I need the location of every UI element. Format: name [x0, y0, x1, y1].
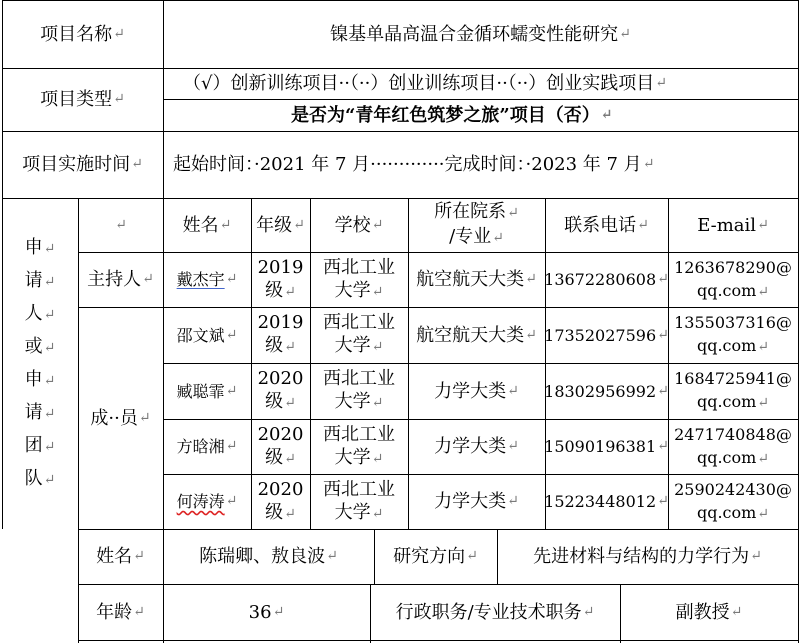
member-school: 西北工业 大学↵: [323, 368, 395, 412]
member-phone: 15090196381 ↵: [544, 437, 669, 456]
paragraph-mark-icon: ↵: [272, 603, 285, 620]
member-department: 力学大类 ↵: [434, 436, 519, 457]
member-school: 西北工业 大学↵: [323, 478, 395, 523]
member-department: 航空航天大类 ↵: [416, 324, 537, 346]
paragraph-mark-icon: ↵: [582, 603, 595, 620]
member-phone: 17352027596 ↵: [544, 325, 669, 345]
paragraph-mark-icon: ↵: [284, 395, 296, 411]
paragraph-mark-icon: ↵: [507, 438, 519, 454]
paragraph-mark-icon: ↵: [466, 548, 478, 564]
paragraph-mark-icon: ↵: [225, 382, 238, 399]
applicant-label-char: 请↵: [24, 401, 56, 423]
paragraph-mark-icon: ↵: [225, 493, 238, 509]
advisor-name-label: 姓名 ↵: [96, 546, 145, 567]
advisor-age-label: 年龄 ↵: [96, 601, 145, 623]
member-email: 1263678290@ qq.com↵: [674, 257, 792, 300]
member-phone: 13672280608 ↵: [544, 270, 669, 289]
applicant-team-label: [2, 198, 78, 529]
advisor-title-value: 副教授 ↵: [675, 601, 743, 623]
applicant-label-char: 队↵: [24, 467, 56, 489]
paragraph-mark-icon: ↵: [507, 382, 519, 399]
member-phone: 18302956992 ↵: [544, 381, 669, 401]
paragraph-mark-icon: ↵: [284, 339, 296, 355]
paragraph-mark-icon: ↵: [757, 505, 770, 522]
paragraph-mark-icon: ↵: [619, 25, 631, 42]
paragraph-mark-icon: ↵: [131, 156, 143, 172]
paragraph-mark-icon: ↵: [507, 493, 519, 509]
paragraph-mark-icon: ↵: [293, 216, 305, 233]
paragraph-mark-icon: ↵: [757, 450, 770, 467]
header-empty-cell: [78, 198, 163, 252]
advisor-name-value: 陈瑞卿、敖良波 ↵: [199, 546, 338, 567]
member-grade: 2020 级↵: [257, 478, 304, 523]
paragraph-mark-icon: ↵: [371, 339, 384, 355]
member-name: 何涛涛 ↵: [176, 492, 238, 511]
paragraph-mark-icon: ↵: [730, 603, 743, 620]
paragraph-mark-icon: ↵: [757, 339, 770, 355]
project-name-label: 项目名称 ↵: [40, 23, 125, 45]
applicant-label-char: 申↵: [24, 236, 56, 258]
member-email: 2471740848@ qq.com↵: [674, 424, 792, 467]
paragraph-mark-icon: ↵: [219, 216, 232, 233]
member-grade: 2020 级↵: [257, 368, 304, 412]
paragraph-mark-icon: ↵: [657, 382, 669, 399]
header-email: E-mail ↵: [697, 214, 769, 236]
paragraph-mark-icon: ↵: [284, 450, 296, 467]
paragraph-mark-icon: ↵: [225, 438, 238, 454]
paragraph-mark-icon: ↵: [284, 505, 296, 522]
paragraph-mark-icon: ↵: [657, 271, 669, 287]
project-type-label: 项目类型 ↵: [40, 89, 125, 110]
paragraph-mark-icon: ↵: [43, 405, 56, 422]
member-department: 力学大类 ↵: [434, 491, 519, 512]
paragraph-mark-icon: ↵: [371, 395, 384, 411]
header-grade: 年级 ↵: [256, 214, 305, 236]
paragraph-mark-icon: ↵: [43, 273, 56, 290]
paragraph-mark-icon: ↵: [113, 91, 125, 107]
paragraph-mark-icon: ↵: [371, 450, 384, 467]
paragraph-mark-icon: ↵: [284, 283, 296, 300]
applicant-label-char: 团↵: [24, 434, 56, 456]
paragraph-mark-icon: ↵: [657, 438, 669, 454]
paragraph-mark-icon: ↵: [757, 283, 770, 300]
paragraph-mark-icon: ↵: [371, 216, 384, 233]
member-school: 西北工业 大学↵: [323, 312, 395, 356]
paragraph-mark-icon: ↵: [43, 438, 56, 455]
member-grade: 2019 级↵: [257, 312, 304, 356]
member-label: 成··员 ↵: [90, 407, 151, 429]
paragraph-mark-icon: ↵: [225, 326, 238, 343]
paragraph-mark-icon: ↵: [657, 326, 669, 343]
header-name: 姓名 ↵: [182, 214, 232, 236]
member-school: 西北工业 大学↵: [323, 256, 395, 301]
member-phone: 15223448012 ↵: [544, 492, 669, 511]
paragraph-mark-icon: ↵: [133, 603, 145, 620]
paragraph-mark-icon: ↵: [138, 409, 151, 426]
paragraph-mark-icon: ↵: [43, 471, 56, 488]
member-school: 西北工业 大学↵: [323, 423, 395, 468]
paragraph-mark-icon: ↵: [750, 548, 762, 564]
member-grade: 2020 级↵: [257, 423, 304, 468]
applicant-label-char: 申↵: [24, 368, 56, 390]
paragraph-mark-icon: ↵: [657, 493, 669, 509]
member-name: 戴杰宇 ↵: [176, 270, 238, 289]
paragraph-mark-icon: ↵: [43, 306, 56, 323]
advisor-title-label: 行政职务/专业技术职务 ↵: [395, 601, 595, 623]
paragraph-mark-icon: ↵: [642, 156, 655, 172]
paragraph-mark-icon: ↵: [133, 548, 145, 564]
research-direction-value: 先进材料与结构的力学行为 ↵: [533, 546, 762, 567]
paragraph-mark-icon: ↵: [507, 205, 519, 221]
paragraph-mark-icon: ↵: [655, 75, 667, 91]
paragraph-mark-icon: ↵: [113, 25, 125, 42]
project-type-options: （√）创新训练项目··（··）创业训练项目··（··）创业实践项目 ↵: [183, 73, 667, 94]
paragraph-mark-icon: ↵: [525, 271, 537, 287]
member-email: 1684725941@ qq.com↵: [674, 369, 792, 411]
paragraph-mark-icon: ↵: [371, 283, 384, 300]
paragraph-mark-icon: ↵: [43, 240, 56, 257]
member-name: 方晗湘 ↵: [176, 437, 238, 456]
paragraph-mark-icon: ↵: [492, 230, 504, 246]
host-label: 主持人 ↵: [87, 269, 154, 290]
red-dream-journey-line: 是否为“青年红色筑梦之旅”项目（否） ↵: [291, 104, 613, 126]
paragraph-mark-icon: ↵: [225, 271, 238, 287]
paragraph-mark-icon: ↵: [115, 216, 127, 233]
research-direction-label: 研究方向 ↵: [393, 546, 478, 567]
paragraph-mark-icon: ↵: [43, 372, 56, 389]
header-phone: 联系电话 ↵: [564, 214, 649, 236]
advisor-age-value: 36 ↵: [248, 601, 285, 623]
project-time-value: 起始时间：·2021 年 7 月·············完成时间：·2023 年 7 月 ↵: [173, 154, 655, 175]
member-department: 力学大类 ↵: [434, 380, 519, 402]
header-school: 学校 ↵: [334, 214, 384, 236]
member-name: 臧聪霏 ↵: [176, 381, 238, 401]
paragraph-mark-icon: ↵: [326, 548, 338, 564]
paragraph-mark-icon: ↵: [757, 395, 770, 411]
paragraph-mark-icon: ↵: [525, 326, 537, 343]
member-department: 航空航天大类 ↵: [416, 269, 537, 290]
member-email: 1355037316@ qq.com↵: [674, 313, 792, 355]
project-time-label: 项目实施时间 ↵: [22, 154, 143, 175]
paragraph-mark-icon: ↵: [142, 271, 154, 287]
header-department: 所在院系↵ /专业↵: [434, 201, 519, 247]
paragraph-mark-icon: ↵: [43, 339, 56, 356]
applicant-label-char: 人↵: [24, 302, 56, 324]
paragraph-mark-icon: ↵: [757, 216, 769, 233]
member-email: 2590242430@ qq.com↵: [674, 479, 792, 522]
paragraph-mark-icon: ↵: [600, 106, 613, 123]
member-name: 邵文斌 ↵: [176, 325, 238, 345]
member-grade: 2019 级↵: [257, 256, 304, 301]
applicant-label-char: 请↵: [24, 269, 56, 291]
paragraph-mark-icon: ↵: [637, 216, 649, 233]
paragraph-mark-icon: ↵: [371, 505, 384, 522]
applicant-label-char: 或↵: [24, 335, 56, 357]
project-name-value: 镍基单晶高温合金循环蠕变性能研究 ↵: [330, 23, 631, 45]
